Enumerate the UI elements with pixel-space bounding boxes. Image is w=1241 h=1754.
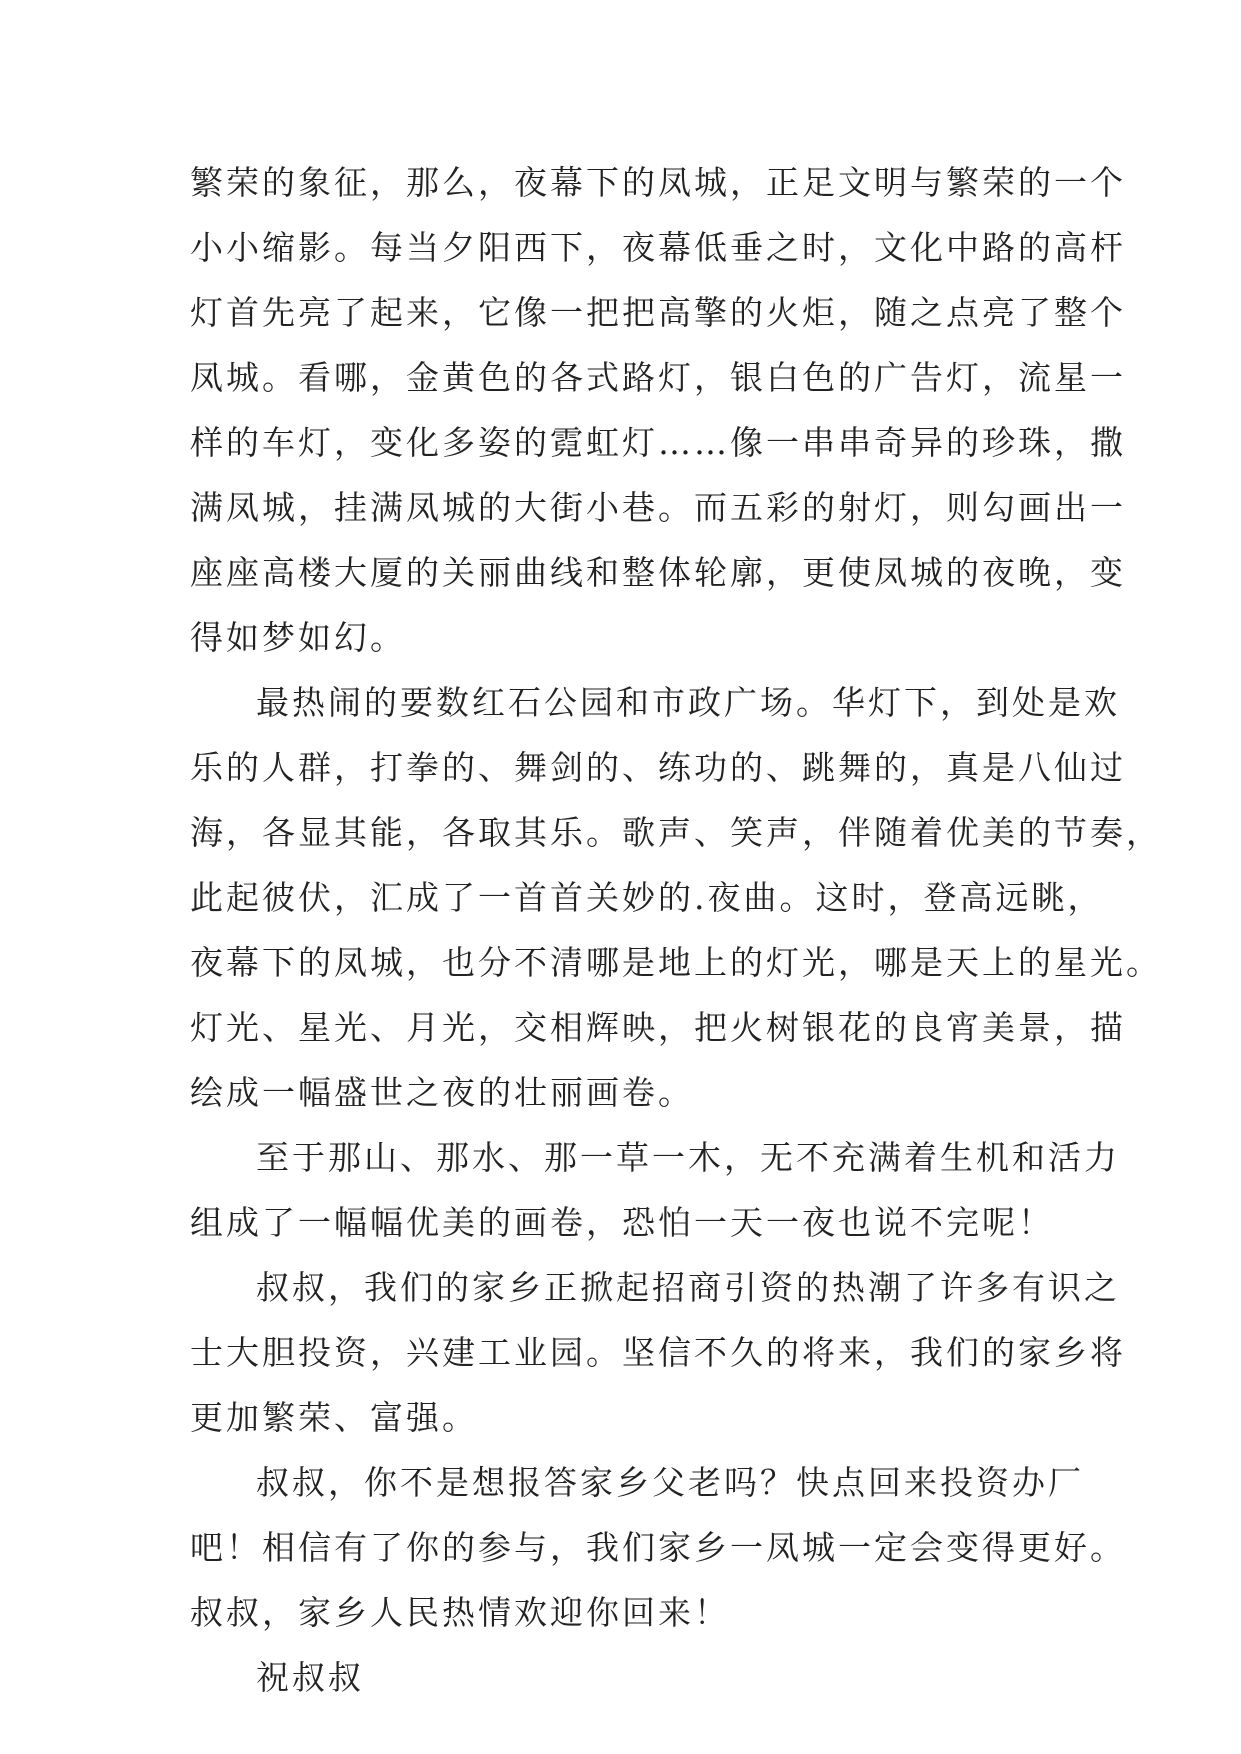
text-line: 乐的人群，打拳的、舞剑的、练功的、跳舞的，真是八仙过 (190, 748, 1126, 787)
text-line: 座座高楼大厦的关丽曲线和整体轮廓，更使凤城的夜晚，变 (190, 553, 1126, 592)
text-line: 得如梦如幻。 (190, 618, 406, 657)
text-line: 灯光、星光、月光，交相辉映，把火树银花的良宵美景，描 (190, 1008, 1126, 1047)
text-line: 此起彼伏，汇成了一首首关妙的.夜曲。这时，登高远眺， (190, 878, 1104, 917)
text-line: 样的车灯，变化多姿的霓虹灯……像一串串奇异的珍珠，撒 (190, 423, 1126, 462)
text-line: 更加繁荣、富强。 (190, 1398, 478, 1437)
text-line: 小小缩影。每当夕阳西下，夜幕低垂之时，文化中路的高杆 (190, 228, 1126, 267)
text-line: 士大胆投资，兴建工业园。坚信不久的将来，我们的家乡将 (190, 1333, 1126, 1372)
text-line: 叔叔，我们的家乡正掀起招商引资的热潮了许多有识之 (256, 1268, 1120, 1307)
text-line: 绘成一幅盛世之夜的壮丽画卷。 (190, 1073, 694, 1112)
text-line: 繁荣的象征，那么，夜幕下的凤城，正足文明与繁荣的一个 (190, 163, 1126, 202)
text-line: 叔叔，家乡人民热情欢迎你回来！ (190, 1593, 730, 1632)
text-line: 灯首先亮了起来，它像一把把高擎的火炬，随之点亮了整个 (190, 293, 1126, 332)
document-page (190, 150, 1162, 1710)
text-line: 夜幕下的凤城，也分不清哪是地上的灯光，哪是天上的星光。 (190, 943, 1162, 982)
text-line: 吧！相信有了你的参与，我们家乡一凤城一定会变得更好。 (190, 1528, 1126, 1567)
text-line: 叔叔，你不是想报答家乡父老吗？快点回来投资办厂 (256, 1463, 1084, 1502)
text-line: 海，各显其能，各取其乐。歌声、笑声，伴随着优美的节奏， (190, 813, 1162, 852)
text-line: 组成了一幅幅优美的画卷，恐怕一天一夜也说不完呢！ (190, 1203, 1054, 1242)
text-line: 凤城。看哪，金黄色的各式路灯，银白色的广告灯，流星一 (190, 358, 1126, 397)
text-line: 至于那山、那水、那一草一木，无不充满着生机和活力 (256, 1138, 1120, 1177)
text-line: 最热闹的要数红石公园和市政广场。华灯下，到处是欢 (256, 683, 1120, 722)
text-line: 祝叔叔 (256, 1658, 364, 1697)
text-line: 满凤城，挂满凤城的大街小巷。而五彩的射灯，则勾画出一 (190, 488, 1126, 527)
